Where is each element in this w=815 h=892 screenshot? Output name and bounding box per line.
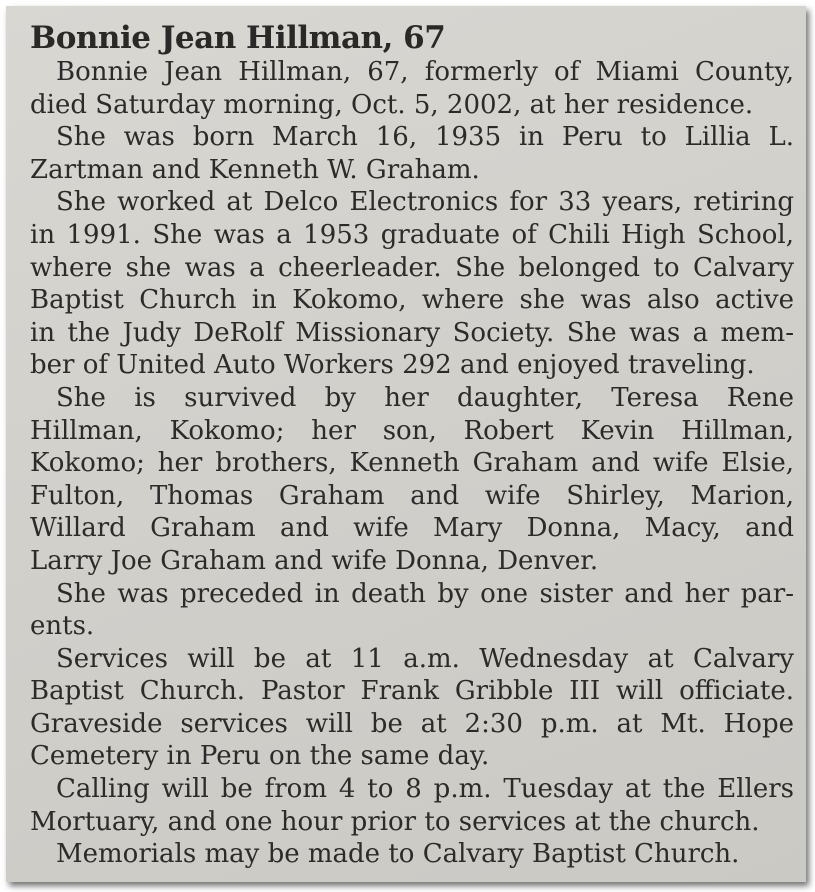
obituary-paragraph — [30, 186, 794, 382]
paragraph-line: Baptist Church in Kokomo, where she was also active — [30, 285, 794, 316]
paragraph-line: She was preceded in death by one sister and her par- — [56, 578, 794, 609]
obituary-paragraph — [30, 382, 794, 578]
obituary-paragraph — [30, 773, 794, 838]
paragraph-line: Mortuary, and one hour prior to services at the church. — [30, 806, 760, 837]
paragraph-line: Zartman and Kenneth W. Graham. — [30, 154, 480, 185]
obituary-paragraph — [30, 838, 794, 871]
obituary-headline: Bonnie Jean Hillman, 67 — [30, 20, 446, 56]
paragraph-line: Baptist Church. Pastor Frank Gribble III will officiate. — [30, 676, 794, 707]
paragraph-line: ber of United Auto Workers 292 and enjoyed traveling. — [30, 350, 755, 381]
paragraph-line: ents. — [30, 611, 95, 642]
paragraph-line: Services will be at 11 a.m. Wednesday at Calvary — [56, 643, 794, 674]
obituary-paragraph — [30, 121, 794, 186]
obituary-paragraph — [30, 643, 794, 773]
obituary-article — [30, 20, 794, 871]
paragraph-line: Memorials may be made to Calvary Baptist Church. — [56, 839, 740, 870]
paragraph-line: Willard Graham and wife Mary Donna, Macy, and — [30, 513, 794, 544]
paragraph-line: Hillman, Kokomo; her son, Robert Kevin Hillman, — [30, 415, 794, 446]
obituary-paragraph — [30, 56, 794, 121]
paragraph-line: in 1991. She was a 1953 graduate of Chili High School, — [30, 219, 794, 250]
obituary-body — [30, 56, 794, 871]
paragraph-line: She was born March 16, 1935 in Peru to Lillia L. — [56, 122, 794, 153]
paragraph-line: Fulton, Thomas Graham and wife Shirley, Marion, — [30, 480, 794, 511]
paragraph-line: in the Judy DeRolf Missionary Society. She was a mem- — [30, 317, 794, 348]
obituary-paragraph — [30, 578, 794, 643]
paragraph-line: Kokomo; her brothers, Kenneth Graham and wife Elsie, — [30, 448, 794, 479]
newspaper-clipping — [6, 6, 806, 882]
paragraph-line: Larry Joe Graham and wife Donna, Denver. — [30, 545, 599, 576]
paragraph-line: She is survived by her daughter, Teresa Rene — [56, 382, 794, 413]
paragraph-line: where she was a cheerleader. She belonged to Calvary — [30, 252, 794, 283]
paragraph-line: died Saturday morning, Oct. 5, 2002, at her residence. — [30, 89, 754, 120]
paragraph-line: Bonnie Jean Hillman, 67, formerly of Miami County, — [56, 57, 794, 87]
paragraph-line: Calling will be from 4 to 8 p.m. Tuesday at the Ellers — [56, 774, 794, 805]
paragraph-line: Cemetery in Peru on the same day. — [30, 741, 490, 772]
paragraph-line: Graveside services will be at 2:30 p.m. at Mt. Hope — [30, 708, 794, 739]
paragraph-line: She worked at Delco Electronics for 33 years, retiring — [56, 187, 794, 218]
